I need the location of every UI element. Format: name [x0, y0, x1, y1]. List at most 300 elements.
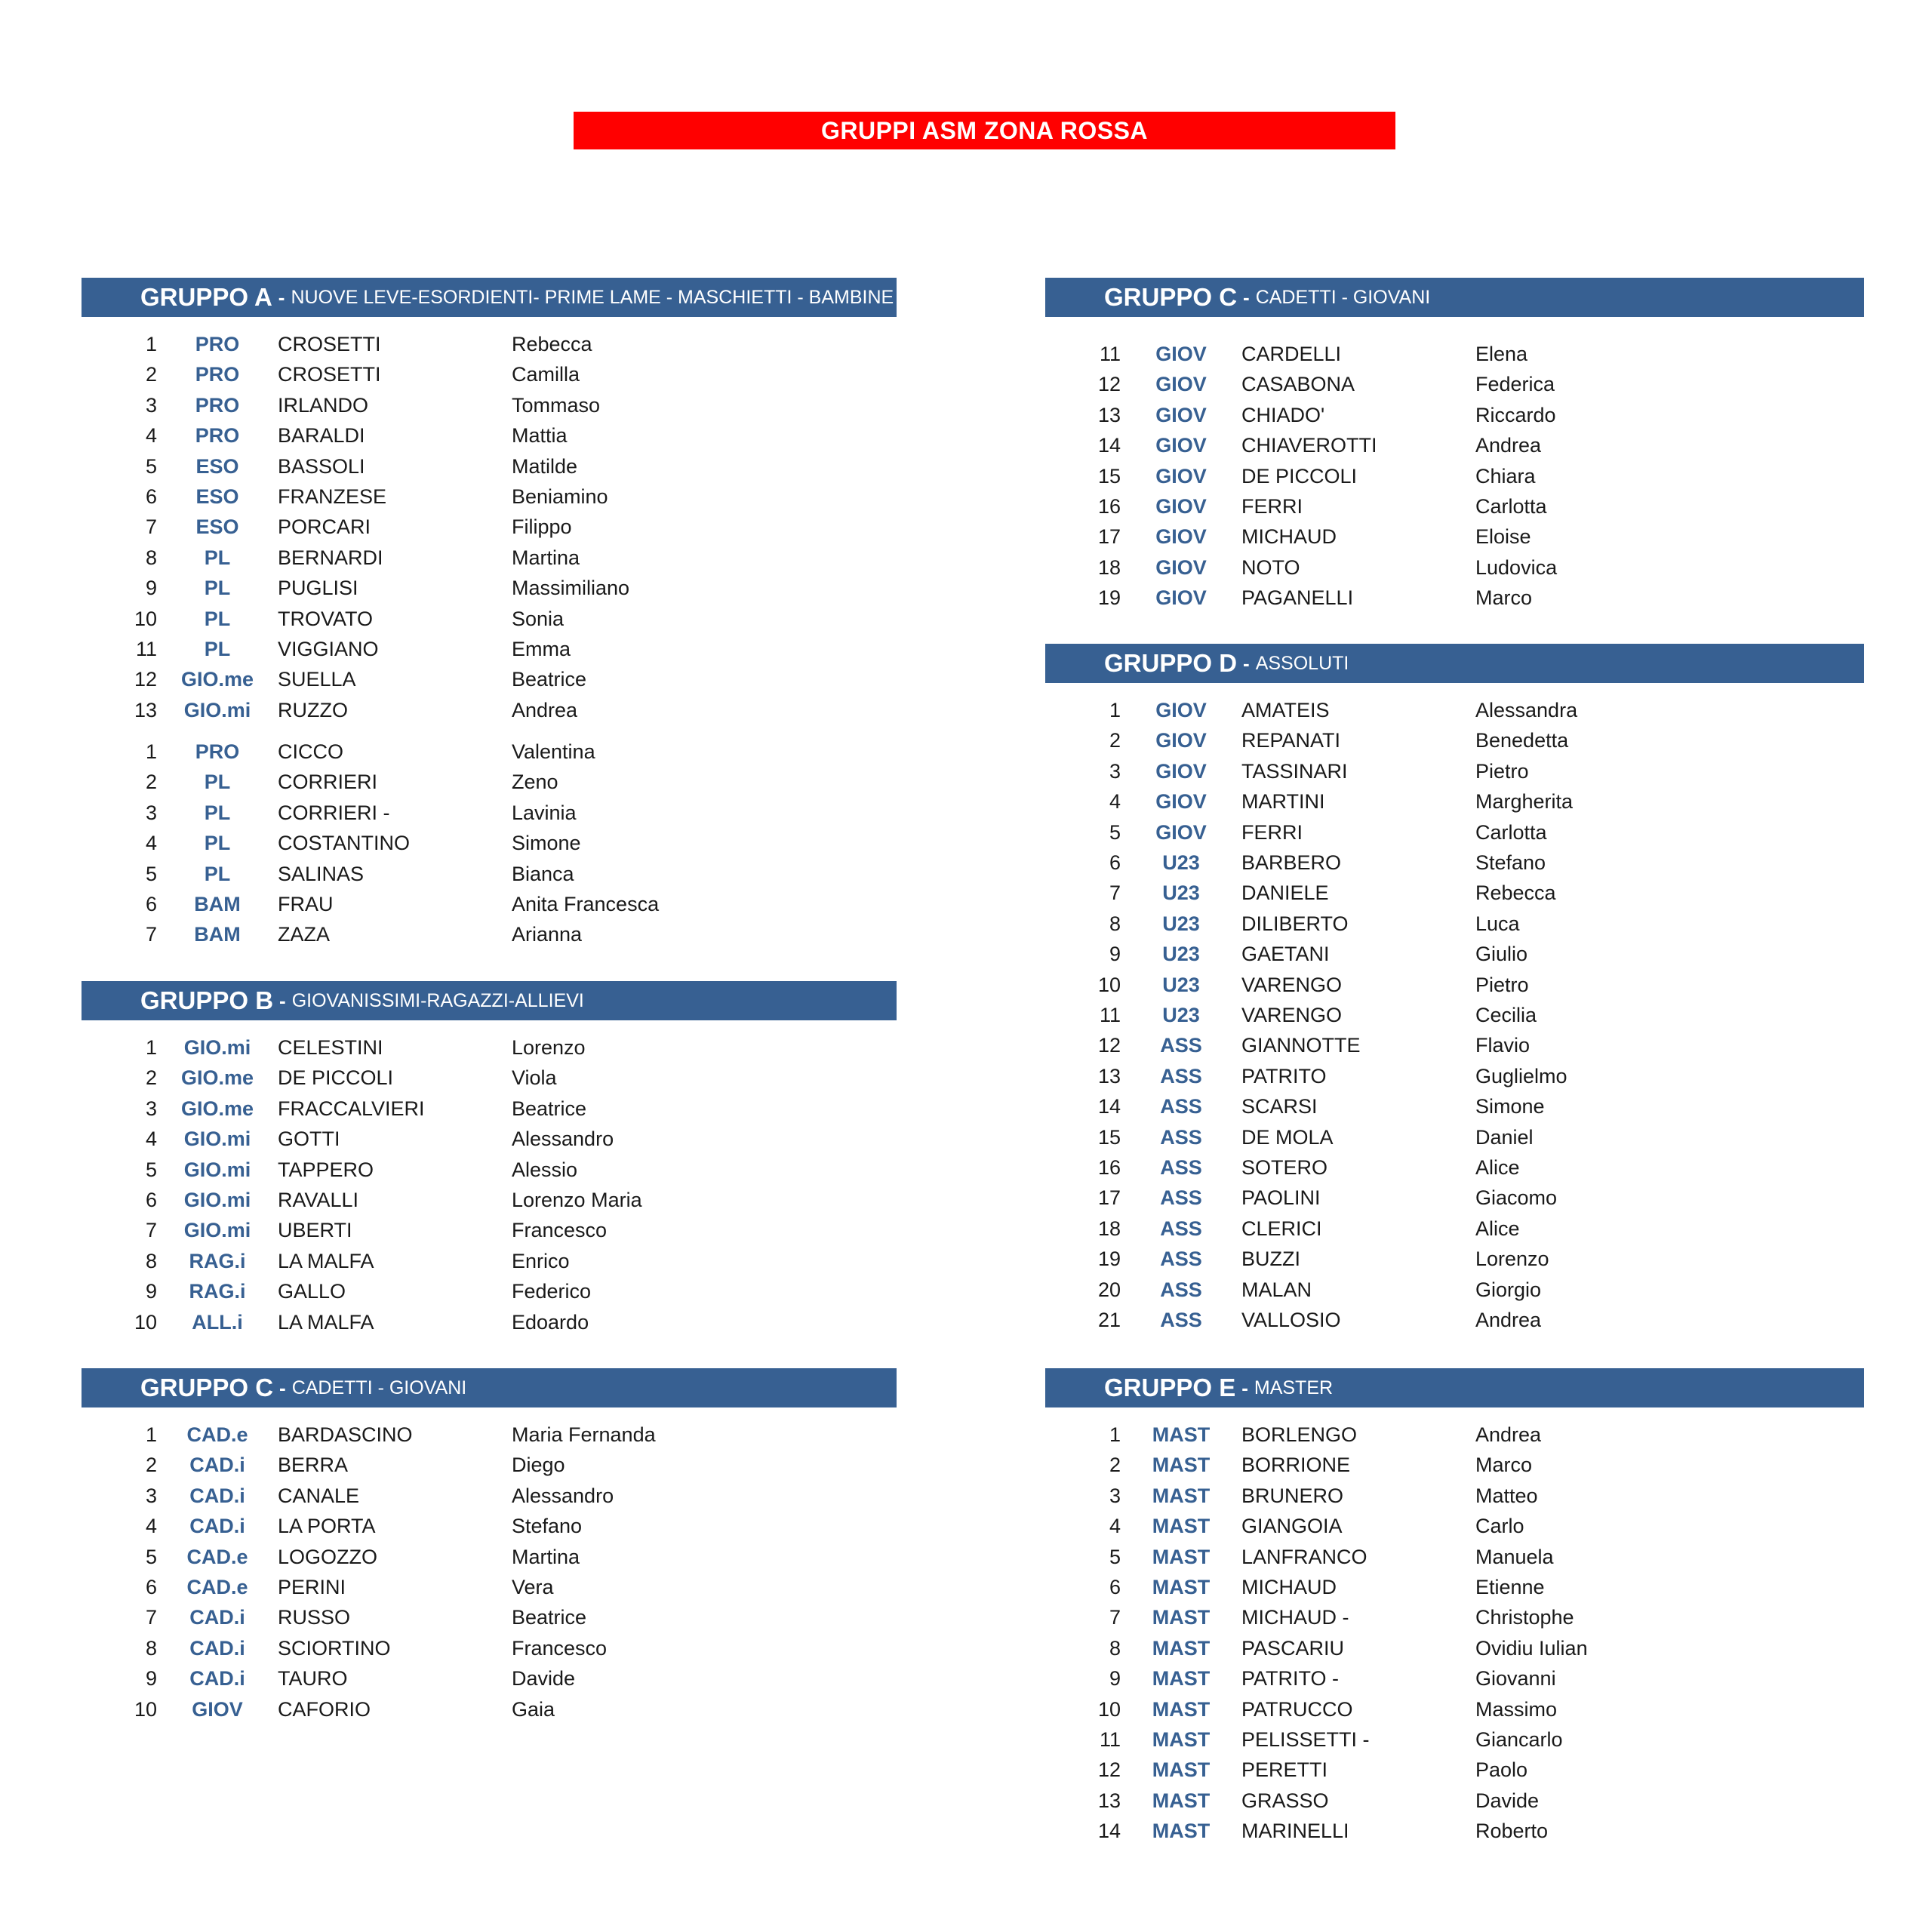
category-badge: GIOV [1155, 525, 1207, 548]
surname: CAFORIO [278, 1698, 371, 1721]
first-name: Ludovica [1475, 556, 1558, 579]
row-number: 4 [1109, 1515, 1121, 1537]
surname: LA PORTA [278, 1515, 376, 1537]
row-number: 1 [145, 333, 157, 355]
table-row [1060, 583, 1815, 613]
first-name: Alessandro [512, 1484, 614, 1507]
first-name: Beatrice [512, 1606, 587, 1629]
table-row [1060, 430, 1815, 460]
first-name: Martina [512, 546, 580, 569]
first-name: Federica [1475, 373, 1555, 395]
row-number: 10 [1097, 974, 1121, 996]
table-row [97, 573, 851, 603]
first-name: Giacomo [1475, 1186, 1558, 1209]
first-name: Edoardo [512, 1311, 589, 1334]
first-name: Rebecca [512, 333, 592, 355]
table-row [97, 451, 851, 481]
table-row [97, 512, 851, 542]
category-badge: U23 [1162, 912, 1200, 935]
first-name: Valentina [512, 740, 595, 763]
table-row [97, 1663, 851, 1694]
first-name: Sonia [512, 608, 565, 630]
surname: RUSSO [278, 1606, 351, 1629]
first-name: Davide [1475, 1789, 1540, 1812]
table-row [1060, 1420, 1815, 1450]
first-name: Eloise [1475, 525, 1531, 548]
category-badge: U23 [1162, 974, 1200, 996]
category-badge: GIOV [1155, 404, 1207, 426]
table-row [1060, 848, 1815, 878]
table-row [1060, 939, 1815, 969]
surname: SOTERO [1241, 1156, 1328, 1179]
surname: PELISSETTI - [1241, 1728, 1370, 1751]
first-name: Roberto [1475, 1820, 1549, 1842]
row-number: 11 [1099, 1728, 1121, 1751]
surname: CORRIERI [278, 771, 378, 793]
surname: DE PICCOLI [1241, 465, 1358, 488]
surname: PAOLINI [1241, 1186, 1321, 1209]
surname: FRAU [278, 893, 334, 915]
row-number: 13 [134, 699, 157, 721]
category-badge: GIO.mi [183, 1189, 251, 1211]
first-name: Pietro [1475, 974, 1529, 996]
row-number: 16 [1097, 1156, 1121, 1179]
row-number: 4 [145, 832, 157, 854]
category-badge: GIOV [1155, 729, 1207, 752]
first-name: Emma [512, 638, 571, 660]
first-name: Enrico [512, 1250, 570, 1272]
surname: CROSETTI [278, 363, 381, 386]
surname: CROSETTI [278, 333, 381, 355]
group-name: GRUPPO C [1104, 283, 1238, 311]
row-number: 7 [145, 1219, 157, 1241]
surname: GALLO [278, 1280, 346, 1303]
category-badge: BAM [194, 893, 241, 915]
table-row [1060, 1511, 1815, 1541]
surname: CORRIERI - [278, 801, 390, 824]
category-badge: CAD.i [189, 1484, 245, 1507]
category-badge: MAST [1152, 1637, 1211, 1660]
first-name: Gaia [512, 1698, 555, 1721]
row-number: 2 [145, 363, 157, 386]
category-badge: PL [204, 577, 231, 599]
category-badge: ASS [1160, 1186, 1202, 1209]
table-row [97, 634, 851, 664]
surname: NOTO [1241, 556, 1300, 579]
category-badge: GIOV [1155, 434, 1207, 457]
row-number: 3 [145, 394, 157, 417]
table-row [97, 1633, 851, 1663]
category-badge: GIO.mi [183, 1158, 251, 1181]
surname: BORLENGO [1241, 1423, 1358, 1446]
table-row [1060, 1633, 1815, 1663]
row-number: 2 [1109, 1454, 1121, 1476]
surname: SCIORTINO [278, 1637, 391, 1660]
surname: MICHAUD - [1241, 1606, 1349, 1629]
category-badge: PRO [195, 740, 240, 763]
category-badge: GIOV [1155, 821, 1207, 844]
first-name: Francesco [512, 1637, 608, 1660]
category-badge: ASS [1160, 1217, 1202, 1240]
first-name: Chiara [1475, 465, 1536, 488]
surname: FERRI [1241, 495, 1303, 518]
row-number: 14 [1097, 434, 1121, 457]
first-name: Giulio [1475, 943, 1528, 965]
first-name: Ovidiu Iulian [1475, 1637, 1588, 1660]
row-number: 1 [145, 1036, 157, 1059]
surname: COSTANTINO [278, 832, 410, 854]
first-name: Giorgio [1475, 1278, 1542, 1301]
surname: FRANZESE [278, 485, 387, 508]
table-row [1060, 909, 1815, 939]
first-name: Marco [1475, 1454, 1533, 1476]
row-number: 9 [1109, 1667, 1121, 1690]
table-row [1060, 1000, 1815, 1030]
row-number: 5 [1109, 1546, 1121, 1568]
surname: BERRA [278, 1454, 349, 1476]
table-row [1060, 1694, 1815, 1724]
table-row [97, 1420, 851, 1450]
group-description: NUOVE LEVE-ESORDIENTI- PRIME LAME - MASCHIETTI - BAMBINE [291, 286, 894, 308]
row-number: 2 [145, 1066, 157, 1089]
table-row [1060, 461, 1815, 491]
surname: CLERICI [1241, 1217, 1322, 1240]
row-number: 1 [1109, 699, 1121, 721]
surname: CICCO [278, 740, 343, 763]
category-badge: CAD.i [189, 1454, 245, 1476]
group-header-a [82, 278, 897, 317]
table-row [97, 798, 851, 828]
first-name: Lavinia [512, 801, 577, 824]
row-number: 9 [145, 577, 157, 599]
surname: LA MALFA [278, 1311, 374, 1334]
first-name: Massimiliano [512, 577, 630, 599]
first-name: Simone [1475, 1095, 1545, 1118]
surname: ZAZA [278, 923, 331, 946]
table-row [97, 329, 851, 359]
category-badge: PL [204, 638, 231, 660]
category-badge: PL [204, 546, 231, 569]
row-number: 13 [1097, 1789, 1121, 1812]
surname: PUGLISI [278, 577, 358, 599]
row-number: 8 [1109, 1637, 1121, 1660]
row-number: 18 [1097, 1217, 1121, 1240]
category-badge: GIO.mi [183, 1128, 251, 1150]
surname: PORCARI [278, 515, 371, 538]
category-badge: RAG.i [189, 1280, 246, 1303]
row-number: 12 [1097, 1034, 1121, 1057]
surname: BRUNERO [1241, 1484, 1344, 1507]
surname: RUZZO [278, 699, 348, 721]
row-number: 2 [1109, 729, 1121, 752]
table-row [1060, 339, 1815, 369]
category-badge: CAD.i [189, 1667, 245, 1690]
table-row [1060, 1724, 1815, 1755]
table-row [97, 1063, 851, 1093]
row-number: 7 [145, 515, 157, 538]
row-number: 5 [145, 1158, 157, 1181]
table-row [97, 1602, 851, 1632]
table-row [1060, 1061, 1815, 1091]
first-name: Manuela [1475, 1546, 1554, 1568]
row-number: 14 [1097, 1095, 1121, 1118]
first-name: Andrea [1475, 1309, 1542, 1331]
surname: GAETANI [1241, 943, 1330, 965]
row-number: 3 [1109, 760, 1121, 783]
table-row [1060, 1450, 1815, 1480]
first-name: Lorenzo Maria [512, 1189, 642, 1211]
surname: LOGOZZO [278, 1546, 378, 1568]
row-number: 17 [1097, 1186, 1121, 1209]
category-badge: PL [204, 801, 231, 824]
table-row [97, 1511, 851, 1541]
first-name: Maria Fernanda [512, 1423, 656, 1446]
row-number: 10 [134, 1698, 157, 1721]
surname: PASCARIU [1241, 1637, 1345, 1660]
surname: PAGANELLI [1241, 586, 1354, 609]
table-row [1060, 1122, 1815, 1152]
first-name: Alice [1475, 1156, 1520, 1179]
category-badge: GIO.me [180, 1066, 254, 1089]
table-row [97, 889, 851, 919]
row-number: 3 [145, 1097, 157, 1120]
first-name: Giancarlo [1475, 1728, 1563, 1751]
row-number: 9 [145, 1280, 157, 1303]
first-name: Diego [512, 1454, 565, 1476]
surname: MARINELLI [1241, 1820, 1349, 1842]
table-row [1060, 1663, 1815, 1694]
row-number: 5 [145, 863, 157, 885]
group-header-c-right [1045, 278, 1864, 317]
surname: VARENGO [1241, 1004, 1343, 1026]
row-number: 20 [1097, 1278, 1121, 1301]
table-row [1060, 1152, 1815, 1183]
first-name: Margherita [1475, 790, 1574, 813]
table-row [97, 604, 851, 634]
category-badge: CAD.i [189, 1515, 245, 1537]
row-number: 8 [145, 546, 157, 569]
row-number: 7 [145, 923, 157, 946]
category-badge: PRO [195, 394, 240, 417]
group-separator: - [1243, 651, 1250, 675]
first-name: Bianca [512, 863, 574, 885]
first-name: Beatrice [512, 668, 587, 691]
row-number: 13 [1097, 404, 1121, 426]
row-number: 15 [1097, 1126, 1121, 1149]
first-name: Federico [512, 1280, 592, 1303]
surname: PATRITO - [1241, 1667, 1340, 1690]
row-number: 6 [145, 1189, 157, 1211]
group-name: GRUPPO E [1104, 1374, 1236, 1401]
surname: FERRI [1241, 821, 1303, 844]
category-badge: CAD.i [189, 1606, 245, 1629]
first-name: Viola [512, 1066, 557, 1089]
first-name: Riccardo [1475, 404, 1556, 426]
row-number: 10 [134, 608, 157, 630]
row-number: 11 [1099, 1004, 1121, 1026]
surname: IRLANDO [278, 394, 369, 417]
surname: PERETTI [1241, 1758, 1328, 1781]
table-row [97, 1694, 851, 1724]
surname: DE PICCOLI [278, 1066, 394, 1089]
group-header-e [1045, 1368, 1864, 1407]
table-row [1060, 725, 1815, 755]
surname: BUZZI [1241, 1247, 1300, 1270]
group-name: GRUPPO B [140, 986, 274, 1014]
surname: SCARSI [1241, 1095, 1318, 1118]
first-name: Giovanni [1475, 1667, 1556, 1690]
table-row [97, 859, 851, 889]
table-row [1060, 1572, 1815, 1602]
first-name: Luca [1475, 912, 1520, 935]
category-badge: ESO [195, 515, 239, 538]
surname: CASABONA [1241, 373, 1355, 395]
first-name: Davide [512, 1667, 576, 1690]
row-number: 6 [145, 893, 157, 915]
first-name: Alice [1475, 1217, 1520, 1240]
row-number: 7 [1109, 881, 1121, 904]
category-badge: PL [204, 608, 231, 630]
row-number: 12 [134, 668, 157, 691]
row-number: 14 [1097, 1820, 1121, 1842]
surname: BORRIONE [1241, 1454, 1351, 1476]
group-header-c-left [82, 1368, 897, 1407]
row-number: 4 [145, 1515, 157, 1537]
surname: MARTINI [1241, 790, 1325, 813]
first-name: Alessio [512, 1158, 578, 1181]
category-badge: GIOV [1155, 790, 1207, 813]
table-row [1060, 1786, 1815, 1816]
surname: FRACCALVIERI [278, 1097, 425, 1120]
table-row [1060, 521, 1815, 552]
table-row [1060, 970, 1815, 1000]
first-name: Camilla [512, 363, 580, 386]
category-badge: ASS [1160, 1156, 1202, 1179]
surname: TROVATO [278, 608, 374, 630]
category-badge: MAST [1152, 1576, 1211, 1598]
category-badge: ASS [1160, 1126, 1202, 1149]
table-row [97, 1572, 851, 1602]
category-badge: GIOV [1155, 586, 1207, 609]
table-row [97, 1246, 851, 1276]
row-number: 19 [1097, 586, 1121, 609]
row-number: 6 [145, 1576, 157, 1598]
surname: TAPPERO [278, 1158, 374, 1181]
surname: VARENGO [1241, 974, 1343, 996]
group-header-d [1045, 644, 1864, 683]
surname: GRASSO [1241, 1789, 1329, 1812]
table-row [97, 1215, 851, 1245]
category-badge: GIO.mi [183, 699, 251, 721]
group-header-b [82, 981, 897, 1020]
surname: REPANATI [1241, 729, 1341, 752]
table-row [97, 1032, 851, 1063]
surname: MICHAUD [1241, 525, 1337, 548]
first-name: Lorenzo [512, 1036, 586, 1059]
category-badge: GIO.me [180, 668, 254, 691]
row-number: 10 [134, 1311, 157, 1334]
category-badge: BAM [194, 923, 241, 946]
group-description: CADETTI - GIOVANI [291, 1377, 467, 1398]
row-number: 21 [1097, 1309, 1121, 1331]
first-name: Francesco [512, 1219, 608, 1241]
table-row [1060, 491, 1815, 521]
first-name: Etienne [1475, 1576, 1545, 1598]
first-name: Cecilia [1475, 1004, 1537, 1026]
category-badge: ASS [1160, 1309, 1202, 1331]
table-row [1060, 400, 1815, 430]
first-name: Guglielmo [1475, 1065, 1567, 1088]
surname: BARBERO [1241, 851, 1342, 874]
row-number: 17 [1097, 525, 1121, 548]
row-number: 2 [145, 771, 157, 793]
first-name: Matilde [512, 455, 578, 478]
surname: BARALDI [278, 424, 365, 447]
row-number: 11 [135, 638, 157, 660]
row-number: 2 [145, 1454, 157, 1476]
first-name: Christophe [1475, 1606, 1574, 1629]
category-badge: GIO.me [180, 1097, 254, 1120]
table-row [97, 1124, 851, 1154]
first-name: Stefano [1475, 851, 1546, 874]
row-number: 6 [145, 485, 157, 508]
surname: VALLOSIO [1241, 1309, 1341, 1331]
surname: PERINI [278, 1576, 346, 1598]
table-row [1060, 1183, 1815, 1213]
category-badge: CAD.i [189, 1637, 245, 1660]
table-row [1060, 1816, 1815, 1846]
category-badge: MAST [1152, 1546, 1211, 1568]
table-row [1060, 1244, 1815, 1274]
table-row [1060, 1030, 1815, 1060]
row-number: 4 [145, 424, 157, 447]
table-row [97, 1276, 851, 1306]
row-number: 12 [1097, 1758, 1121, 1781]
group-name: GRUPPO C [140, 1374, 274, 1401]
category-badge: GIOV [1155, 373, 1207, 395]
row-number: 6 [1109, 851, 1121, 874]
category-badge: MAST [1152, 1698, 1211, 1721]
surname: AMATEIS [1241, 699, 1330, 721]
surname: SALINAS [278, 863, 365, 885]
row-number: 16 [1097, 495, 1121, 518]
row-number: 8 [145, 1637, 157, 1660]
page-title: GRUPPI ASM ZONA ROSSA [574, 112, 1395, 149]
first-name: Alessandro [512, 1128, 614, 1150]
category-badge: GIO.mi [183, 1036, 251, 1059]
row-number: 7 [1109, 1606, 1121, 1629]
row-number: 13 [1097, 1065, 1121, 1088]
surname: RAVALLI [278, 1189, 359, 1211]
category-badge: PL [204, 863, 231, 885]
first-name: Filippo [512, 515, 572, 538]
row-number: 18 [1097, 556, 1121, 579]
surname: MALAN [1241, 1278, 1312, 1301]
category-badge: ASS [1160, 1278, 1202, 1301]
surname: MICHAUD [1241, 1576, 1337, 1598]
first-name: Lorenzo [1475, 1247, 1549, 1270]
surname: VIGGIANO [278, 638, 379, 660]
category-badge: GIOV [1155, 556, 1207, 579]
first-name: Paolo [1475, 1758, 1528, 1781]
table-row [1060, 1542, 1815, 1572]
first-name: Stefano [512, 1515, 583, 1537]
row-number: 7 [145, 1606, 157, 1629]
group-description: CADETTI - GIOVANI [1255, 286, 1431, 308]
row-number: 9 [1109, 943, 1121, 965]
first-name: Elena [1475, 343, 1528, 365]
surname: BARDASCINO [278, 1423, 413, 1446]
